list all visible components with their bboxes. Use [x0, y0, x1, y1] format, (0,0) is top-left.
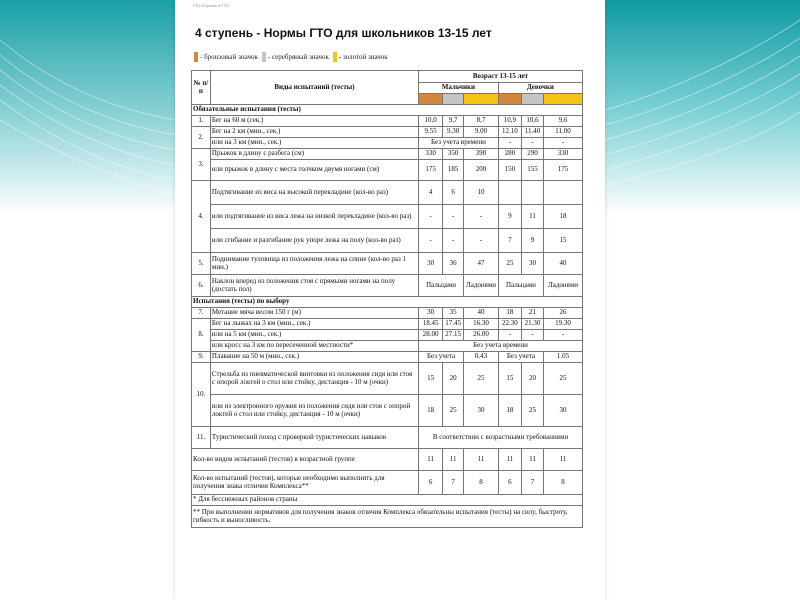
value-cell: 9.00 [464, 127, 499, 138]
legend-silver-label: - серебряный значок [267, 53, 329, 61]
color-legend [194, 52, 392, 62]
value-cell: 11 [521, 449, 543, 471]
value-cell: 7 [443, 471, 464, 495]
value-cell: - [498, 138, 521, 149]
test-name: или сгибание и разгибание рук упоре лежа на полу (кол-во раз) [210, 229, 418, 253]
value-cell: 36 [443, 253, 464, 275]
value-cell: 26.00 [464, 330, 499, 341]
value-cell: Без учета времени [419, 341, 583, 352]
value-cell: - [419, 205, 443, 229]
header-row [192, 71, 583, 83]
footnote-row [192, 506, 583, 528]
table-row [192, 160, 583, 181]
value-cell: 0.43 [464, 352, 499, 363]
value-cell: 20 [443, 363, 464, 395]
page-header-label: ГТО Ступень 4 ГТО [193, 3, 230, 8]
value-cell: 8,7 [464, 116, 499, 127]
value-cell: 9 [521, 229, 543, 253]
table-row [192, 127, 583, 138]
value-cell: 10 [464, 181, 499, 205]
table-row [192, 341, 583, 352]
test-name: или прыжок в длину с места толчком двумя ногами (см) [210, 160, 418, 181]
value-cell: 35 [443, 308, 464, 319]
legend-gold-label: - золотой значок [338, 53, 388, 61]
test-name: Бег на 2 км (мин., сек.) [210, 127, 418, 138]
section-row [192, 297, 583, 308]
value-cell: 10,9 [498, 116, 521, 127]
value-cell: 21 [521, 308, 543, 319]
value-cell: 280 [498, 149, 521, 160]
value-cell: 18 [419, 395, 443, 427]
value-cell: Без учета [498, 352, 543, 363]
value-cell: 150 [498, 160, 521, 181]
table-row [192, 427, 583, 449]
value-cell: 15 [498, 363, 521, 395]
table-row [192, 149, 583, 160]
bronze-swatch [419, 94, 443, 105]
value-cell: 25 [498, 253, 521, 275]
value-cell: 9,6 [544, 116, 583, 127]
value-cell: 11 [443, 449, 464, 471]
bronze-swatch [498, 94, 521, 105]
value-cell: 25 [443, 395, 464, 427]
value-cell: 7 [521, 471, 543, 495]
table-row [192, 253, 583, 275]
value-cell: 27.15 [443, 330, 464, 341]
bronze-swatch [194, 52, 198, 62]
value-cell: - [464, 205, 499, 229]
value-cell: 4 [419, 181, 443, 205]
test-name: Кол-во видов испытаний (тестов) в возрастной группе [192, 449, 419, 471]
table-row [192, 138, 583, 149]
value-cell: 9 [498, 205, 521, 229]
value-cell: 25 [544, 363, 583, 395]
silver-swatch [521, 94, 543, 105]
value-cell: 200 [464, 160, 499, 181]
value-cell: 10,0 [419, 116, 443, 127]
row-number: 5. [192, 253, 211, 275]
value-cell: 20 [521, 363, 543, 395]
row-number: 10. [192, 363, 211, 427]
value-cell: 9.55 [419, 127, 443, 138]
page-title: 4 ступень - Нормы ГТО для школьников 13-15 лет [195, 26, 492, 40]
value-cell: 17.45 [443, 319, 464, 330]
row-number: 2. [192, 127, 211, 149]
value-cell: 25 [464, 363, 499, 395]
norms-table [191, 70, 583, 528]
test-name: или подтягивание из виса лежа на низкой перекладине (кол-во раз) [210, 205, 418, 229]
test-name: Бег на 60 м (сек.) [210, 116, 418, 127]
row-number: 8. [192, 319, 211, 352]
value-cell: - [419, 229, 443, 253]
value-cell: 10,6 [521, 116, 543, 127]
value-cell: - [498, 330, 521, 341]
value-cell: 47 [464, 253, 499, 275]
header-age: Возраст 13-15 лет [419, 71, 583, 83]
value-cell: 15 [544, 229, 583, 253]
footnote-2: ** При выполнении нормативов для получения знаков отличия Комплекса обязательны испытания (тесты) на силу, быстроту, гибкость и выносливость. [192, 506, 583, 528]
value-cell: 11.40 [521, 127, 543, 138]
value-cell [544, 181, 583, 205]
row-number: 11. [192, 427, 211, 449]
value-cell: 7 [498, 229, 521, 253]
value-cell: Пальцами [498, 275, 543, 297]
header-girls: Девочки [498, 83, 582, 94]
value-cell: 11 [498, 449, 521, 471]
test-name: или из электронного оружия из положения сидя или стоя с опорой локтей о стол или стойку, дистанция - 10 м (очки) [210, 395, 418, 427]
value-cell: 30 [521, 253, 543, 275]
value-cell: 185 [443, 160, 464, 181]
footnote-1: * Для бесснежных районов страны [192, 495, 583, 506]
legend-bronze-label: - бронзовый значок [200, 53, 258, 61]
value-cell: 6 [419, 471, 443, 495]
test-name: или на 5 км (мин., сек.) [210, 330, 418, 341]
value-cell: - [521, 138, 543, 149]
row-number: 4. [192, 181, 211, 253]
header-num: № п/п [192, 71, 211, 105]
section-row [192, 105, 583, 116]
value-cell: 6 [443, 181, 464, 205]
row-number: 9. [192, 352, 211, 363]
value-cell: 8 [544, 471, 583, 495]
table-row [192, 319, 583, 330]
value-cell: 11 [464, 449, 499, 471]
gold-swatch [333, 52, 337, 62]
value-cell: 11 [521, 205, 543, 229]
header-boys: Мальчики [419, 83, 499, 94]
value-cell: 11 [419, 449, 443, 471]
table-row [192, 363, 583, 395]
section-mandatory: Обязательные испытания (тесты) [192, 105, 583, 116]
value-cell: 18 [498, 308, 521, 319]
test-name: Бег на лыжах на 3 км (мин., сек.) [210, 319, 418, 330]
value-cell: Ладонями [544, 275, 583, 297]
table-row [192, 205, 583, 229]
value-cell: 30 [464, 395, 499, 427]
test-name: или кросс на 3 км по пересеченной местности* [210, 341, 418, 352]
value-cell: 25 [521, 395, 543, 427]
test-name: Туристический поход с проверкой туристических навыков [210, 427, 418, 449]
document-sheet [175, 0, 605, 600]
value-cell: 350 [443, 149, 464, 160]
value-cell: Пальцами [419, 275, 464, 297]
value-cell: 30 [419, 308, 443, 319]
value-cell: 11.00 [544, 127, 583, 138]
value-cell: 290 [521, 149, 543, 160]
test-name: Плавание на 50 м (мин., сек.) [210, 352, 418, 363]
value-cell: Ладонями [464, 275, 499, 297]
table-row [192, 229, 583, 253]
value-cell: - [443, 229, 464, 253]
value-cell: - [464, 229, 499, 253]
gold-swatch [544, 94, 583, 105]
silver-swatch [262, 52, 266, 62]
value-cell: 9.30 [443, 127, 464, 138]
test-name: Наклон вперед из положения стоя с прямыми ногами на полу (достать пол) [210, 275, 418, 297]
row-number: 3. [192, 149, 211, 181]
value-cell: 18 [498, 395, 521, 427]
table-row [192, 308, 583, 319]
value-cell: 40 [464, 308, 499, 319]
value-cell: 175 [544, 160, 583, 181]
table-row [192, 330, 583, 341]
table-row [192, 352, 583, 363]
value-cell: 8 [464, 471, 499, 495]
value-cell: 19.30 [544, 319, 583, 330]
table-row [192, 471, 583, 495]
value-cell: 12.10 [498, 127, 521, 138]
value-cell [498, 181, 521, 205]
value-cell: 1.05 [544, 352, 583, 363]
value-cell: 28.00 [419, 330, 443, 341]
value-cell: 330 [544, 149, 583, 160]
value-cell: 9,7 [443, 116, 464, 127]
value-cell: 175 [419, 160, 443, 181]
test-name: Подтягивание из виса на высокой перекладине (кол-во раз) [210, 181, 418, 205]
row-number: 1. [192, 116, 211, 127]
value-cell: 330 [419, 149, 443, 160]
footnote-row [192, 495, 583, 506]
value-cell: 30 [419, 253, 443, 275]
test-name: Метание мяча весом 150 г (м) [210, 308, 418, 319]
section-optional: Испытания (тесты) по выбору [192, 297, 583, 308]
test-name: Стрельба из пневматической винтовки из положения сидя или стоя с опорой локтей о стол или стойку, дистанция - 10 м (очки) [210, 363, 418, 395]
test-name: или на 3 км (мин., сек.) [210, 138, 418, 149]
value-cell: 6 [498, 471, 521, 495]
value-cell: 155 [521, 160, 543, 181]
value-cell: 16.30 [464, 319, 499, 330]
test-name: Кол-во испытаний (тестов), которые необходимо выполнить для получения знака отличия Комплекса** [192, 471, 419, 495]
silver-swatch [443, 94, 464, 105]
test-name: Поднимание туловища из положения лежа на спине (кол-во раз 1 мин.) [210, 253, 418, 275]
row-number: 6. [192, 275, 211, 297]
value-cell: 26 [544, 308, 583, 319]
value-cell: Без учета [419, 352, 464, 363]
table-row [192, 275, 583, 297]
value-cell: 22.30 [498, 319, 521, 330]
value-cell: 11 [544, 449, 583, 471]
value-cell [521, 181, 543, 205]
gold-swatch [464, 94, 499, 105]
value-cell: 30 [544, 395, 583, 427]
row-number: 7. [192, 308, 211, 319]
header-tests: Виды испытаний (тесты) [210, 71, 418, 105]
value-cell: - [521, 330, 543, 341]
value-cell: В соответствии с возрастными требованиями [419, 427, 583, 449]
value-cell: Без учета времени [419, 138, 499, 149]
value-cell: 18.45 [419, 319, 443, 330]
value-cell: 18 [544, 205, 583, 229]
value-cell: - [544, 138, 583, 149]
value-cell: 21.30 [521, 319, 543, 330]
value-cell: 15 [419, 363, 443, 395]
value-cell: 390 [464, 149, 499, 160]
value-cell: - [544, 330, 583, 341]
value-cell: 40 [544, 253, 583, 275]
table-row [192, 449, 583, 471]
value-cell: - [443, 205, 464, 229]
table-row [192, 395, 583, 427]
table-row [192, 181, 583, 205]
test-name: Прыжок в длину с разбега (см) [210, 149, 418, 160]
table-row [192, 116, 583, 127]
